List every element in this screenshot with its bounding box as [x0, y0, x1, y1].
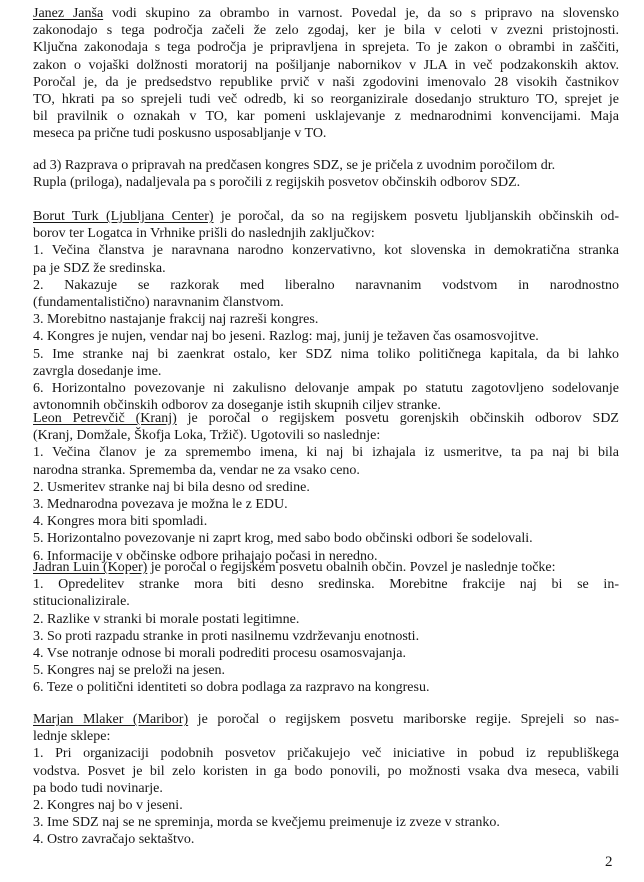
section-petrevcic: [33, 410, 619, 565]
speaker-name: Leon Petrevčič (Kranj): [33, 411, 177, 426]
page-number: 2: [605, 854, 613, 870]
paragraph-line: Rupla (priloga), nadaljevala pa s poročili z regijskih posvetov občinskih odborov SDZ.: [33, 175, 521, 191]
list-item: 3. So proti razpadu stranke in proti nasilnemu vzdrževanju enotnosti.: [33, 628, 420, 644]
list-item: 2. Kongres naj bo v jeseni.: [33, 797, 183, 813]
speaker-name: Janez Janša: [33, 6, 104, 21]
list-item: 5. Horizontalno povezovanje ni zaprt krog, med sabo bodo občinski odbori še sodelovali.: [33, 531, 533, 547]
paragraph-line: TO, hkrati pa so sprejeli tudi več odredb, ki so reorganizirale dosedanjo strukturo TO, sprejet je: [33, 91, 619, 107]
list-item: 1. Pri organizaciji podobnih posvetov pričakujejo več iniciative in pobud iz republiškega: [33, 746, 619, 762]
list-item: 4. Vse notranje odnose bi morali podrediti procesu osamosvajanja.: [33, 645, 406, 661]
paragraph-line: lednje sklepe:: [33, 729, 111, 745]
list-item: 2. Usmeritev stranke naj bi bila desno od sredine.: [33, 479, 310, 495]
list-item: 3. Ime SDZ naj se ne spreminja, morda se kvečjemu preimenuje iz zveze v stranko.: [33, 815, 500, 831]
section-mlaker: [33, 711, 619, 849]
list-item: 1. Opredelitev stranke mora biti desno sredinska. Morebitne frakcije naj bi se in-: [33, 577, 619, 593]
paragraph-line: Marjan Mlaker (Maribor) je poročal o regijskem posvetu mariborske regije. Sprejeli so nas-: [33, 712, 619, 727]
paragraph-line: zakonodajo s tega področja začeli že zelo zgodaj, ker je bila v celoti v zvezni pristojnosti.: [33, 23, 619, 39]
paragraph-line: Poročal je, da je predsedstvo republike prvič v naši zgodovini imenovalo 28 visokih častnikov: [33, 74, 619, 90]
paragraph-line: Janez Janša vodi skupino za obrambo in varnost. Povedal je, da so s pripravo na slovensko: [33, 6, 619, 21]
section-jansa: [33, 5, 619, 143]
list-item: 6. Teze o politični identiteti so dobra podlaga za razpravo na kongresu.: [33, 680, 430, 696]
list-item-continuation: stitucionalizirale.: [33, 594, 130, 610]
list-item-continuation: pa je SDZ že sredinska.: [33, 260, 166, 276]
paragraph-line: bil pravilnik o oznakah v TO, kar pomeni usklajevanje z mednarodnimi konvencijami. Maja: [33, 109, 619, 125]
list-item-continuation: vodstva. Posvet je bil zelo koristen in ga bodo ponovili, po možnosti vsaka dva meseca, vabili: [33, 763, 619, 779]
list-item: 6. Horizontalno povezovanje ni zakulisno delovanje ampak po statutu zagotovljeno sodelovanje: [33, 380, 619, 396]
list-item: 6. Informacije v občinske odbore prihajajo počasi in neredno.: [33, 548, 378, 564]
list-item-continuation: pa bodo tudi novinarje.: [33, 780, 163, 796]
speaker-name: Jadran Luin (Koper): [33, 560, 148, 575]
list-item-continuation: (fundamentalistično) naravnanim članstvom.: [33, 294, 284, 310]
speaker-name: Borut Turk (Ljubljana Center): [33, 209, 214, 224]
list-item: 4. Ostro zavračajo sektaštvo.: [33, 832, 195, 848]
list-item: 2. Razlike v stranki bi morale postati legitimne.: [33, 611, 300, 627]
list-item-continuation: narodna stranka. Sprememba da, vendar ne za vsako ceno.: [33, 462, 360, 478]
paragraph-line: Leon Petrevčič (Kranj) je poročal o regijskem posvetu gorenjskih občinskih odborov SDZ: [33, 411, 619, 426]
list-item: 3. Morebitno nastajanje frakcij naj razreši kongres.: [33, 312, 319, 328]
list-item: 5. Ime stranke naj bi zaenkrat ostalo, ker SDZ nima toliko političnega kapitala, da bi lahko: [33, 346, 619, 362]
speaker-name: Marjan Mlaker (Maribor): [33, 712, 189, 727]
section-agenda-item-3: [33, 157, 619, 191]
section-turk: [33, 208, 619, 414]
list-item: 3. Mednarodna povezava je možna le z EDU.: [33, 496, 288, 512]
list-item-continuation: avtonomnih občinskih odborov za doseganje istih skupnih ciljev stranke.: [33, 398, 441, 414]
list-item: 4. Kongres je nujen, vendar naj bo jeseni. Razlog: maj, junij je težaven čas osamosvojitve.: [33, 329, 539, 345]
paragraph-line: (Kranj, Domžale, Škofja Loka, Tržič). Ugotovili so naslednje:: [33, 428, 381, 444]
paragraph-line: meseca pa prične tudi poskusno usposabljanje v TO.: [33, 126, 327, 142]
list-item: 1. Večina članstva je naravnana narodno konzervativno, kot slovenska in demokratična stranka: [33, 243, 619, 259]
paragraph-line: ad 3) Razprava o pripravah na predčasen kongres SDZ, se je pričela z uvodnim poročilom dr.: [33, 158, 556, 173]
list-item: 1. Večina članov je za spremembo imena, ki naj bi izhajala iz usmeritve, ta pa naj bi bila: [33, 445, 619, 461]
paragraph-line: Ključna zakonodaja s tega področja je pripravljena in sprejeta. To je zakon o obrambi in zaščiti,: [33, 40, 619, 56]
paragraph-line: Borut Turk (Ljubljana Center) je poročal, da so na regijskem posvetu ljubljanskih občinskih od-: [33, 209, 619, 224]
paragraph-line: zakon o vojaški dolžnosti moratorij na pošiljanje nabornikov v JLA in več podzakonskih aktov.: [33, 57, 619, 73]
section-luin: [33, 559, 619, 697]
list-item: 4. Kongres mora biti spomladi.: [33, 514, 208, 530]
paragraph-line: Jadran Luin (Koper) je poročal o regijskem posvetu obalnih občin. Povzel je naslednje točke:: [33, 560, 556, 575]
paragraph-line: borov ter Logatca in Vrhnike prišli do naslednjih zaključkov:: [33, 226, 375, 242]
list-item: 2. Nakazuje se razkorak med liberalno naravnanim vodstvom in narodnostno: [33, 277, 619, 293]
list-item-continuation: zavrgla dosedanje ime.: [33, 363, 162, 379]
list-item: 5. Kongres naj se preloži na jesen.: [33, 663, 226, 679]
